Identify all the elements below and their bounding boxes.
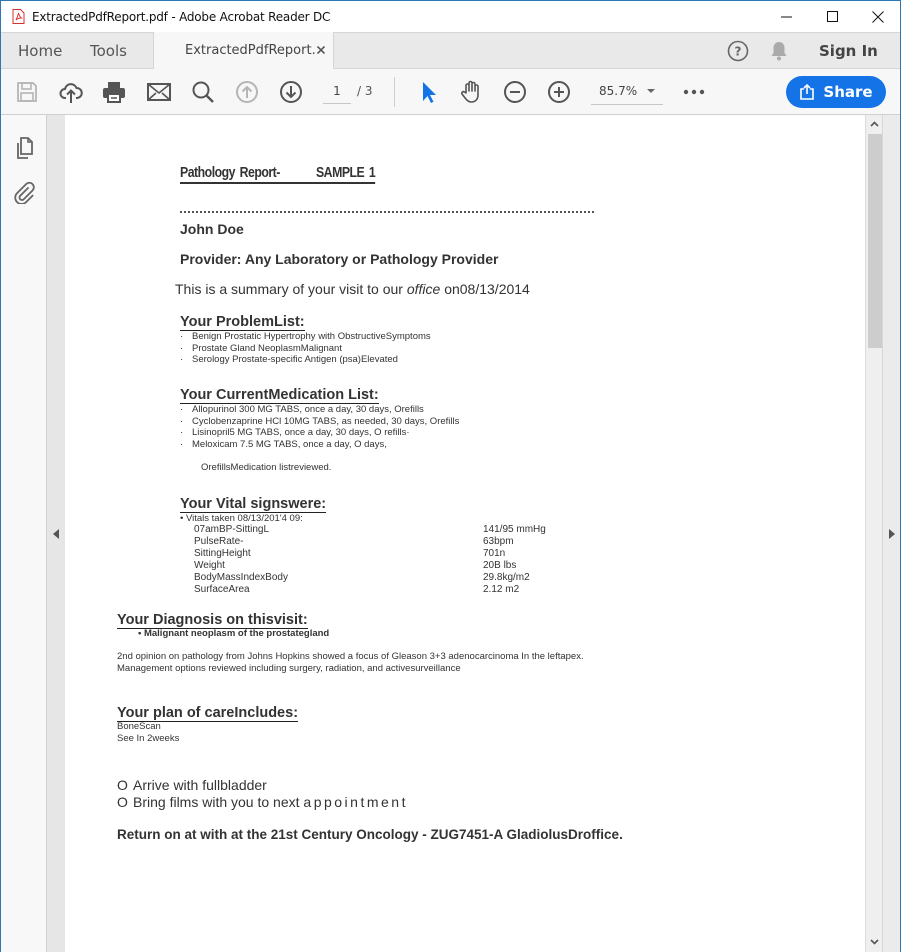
window-title: ExtractedPdfReport.pdf - Adobe Acrobat Reader DC <box>32 9 331 24</box>
plan-item: BoneScan <box>117 721 161 732</box>
select-tool-button[interactable] <box>415 79 441 105</box>
checklist-text-spaced: appointment <box>303 794 408 810</box>
report-title <box>180 164 375 184</box>
maximize-icon <box>827 11 838 22</box>
checklist-item <box>117 777 267 793</box>
vital-label: BodyMassIndexBody <box>194 572 288 583</box>
plan-heading: Your plan of careIncludes: <box>117 705 299 721</box>
zoom-out-button[interactable] <box>502 79 528 105</box>
zoom-in-icon <box>547 80 571 104</box>
minimize-icon <box>781 11 792 22</box>
attachments-button[interactable] <box>13 182 35 204</box>
diagnosis-item: • Malignant neoplasm of the prostategland <box>138 628 330 639</box>
help-icon <box>727 40 749 62</box>
list-item: · Lisinopril5 MG TABS, once a day, 30 days, O refills· <box>180 427 410 439</box>
scrollbar-thumb[interactable] <box>868 134 882 348</box>
vertical-scrollbar[interactable] <box>865 115 882 952</box>
bell-icon <box>769 40 789 62</box>
previous-page-button[interactable] <box>234 79 260 105</box>
save-button[interactable] <box>14 79 40 105</box>
problem-item: Benign Prostatic Hypertrophy with ObstructiveSymptoms <box>192 331 431 342</box>
list-item: · Meloxicam 7.5 MG TABS, once a day, O days, <box>180 439 387 451</box>
expand-right-pane-icon[interactable] <box>889 529 895 539</box>
pdf-page <box>65 115 865 952</box>
zoom-level-select[interactable] <box>591 80 663 105</box>
medication-list <box>180 404 459 451</box>
medication-list-heading: Your CurrentMedication List: <box>180 387 379 403</box>
next-page-button[interactable] <box>278 79 304 105</box>
share-button[interactable] <box>786 76 886 108</box>
sign-in-button[interactable]: Sign In <box>819 42 878 60</box>
page-number-input[interactable]: 1 <box>323 80 351 104</box>
diagnosis-paragraph-line1: 2nd opinion on pathology from Johns Hopkins showed a focus of Gleason 3+3 adenocarcinoma In the leftapex. <box>117 651 584 662</box>
vital-label: Weight <box>194 560 225 571</box>
report-title-left: Pathology Report- <box>180 164 280 181</box>
tab-document[interactable] <box>153 32 334 70</box>
cloud-upload-icon <box>59 80 83 104</box>
close-tab-icon <box>317 46 325 54</box>
list-item: · Allopurinol 300 MG TABS, once a day, 30 days, Orefills <box>180 404 424 415</box>
medication-note: OrefillsMedication listreviewed. <box>201 462 332 473</box>
toolbar-divider <box>394 77 395 107</box>
medication-item: Lisinopril5 MG TABS, once a day, 30 days, O refills· <box>192 427 410 439</box>
tab-tools[interactable]: Tools <box>90 42 127 60</box>
print-button[interactable] <box>101 79 127 105</box>
circle-bullet: O <box>117 777 128 793</box>
vital-value: 2.12 m2 <box>483 584 520 595</box>
tab-home[interactable]: Home <box>18 42 63 60</box>
zoom-level-value: 85.7% <box>599 84 638 98</box>
zoom-out-icon <box>503 80 527 104</box>
list-item: · Benign Prostatic Hypertrophy with ObstructiveSymptoms <box>180 331 431 342</box>
svg-text:?: ? <box>734 44 742 59</box>
vitals-heading: Your Vital signswere: <box>180 496 327 512</box>
summary-italic: office <box>406 281 441 297</box>
vital-label: SittingHeight <box>194 548 251 559</box>
maximize-button[interactable] <box>809 1 855 32</box>
vital-value: 20B lbs <box>483 560 517 571</box>
pdf-file-icon <box>10 9 26 25</box>
vital-label: SurfaceArea <box>194 584 250 595</box>
left-rail <box>1 115 47 952</box>
vital-label: 07amBP-SittingL <box>194 524 270 535</box>
share-label: Share <box>823 83 873 101</box>
page-thumbnails-button[interactable] <box>13 137 35 159</box>
page-total: / 3 <box>357 84 373 98</box>
problem-item: Prostate Gland NeoplasmMalignant <box>192 342 342 354</box>
close-window-button[interactable] <box>855 1 901 32</box>
save-icon <box>16 81 38 103</box>
diagnosis-heading: Your Diagnosis on thisvisit: <box>117 612 308 628</box>
list-item: · Cyclobenzaprine HCl 10MG TABS, as needed, 30 days, Orefills <box>180 415 460 427</box>
pages-copy-icon <box>14 136 34 160</box>
vitals-taken: • Vitals taken 08/13/201'4 09: <box>180 513 303 524</box>
provider-line: Provider: Any Laboratory or Pathology Provider <box>180 251 499 267</box>
patient-name: John Doe <box>180 221 244 237</box>
right-pane-collapsed <box>882 115 900 952</box>
vital-value: 141/95 mmHg <box>483 524 546 535</box>
checklist-text: Arrive with fullbladder <box>133 777 267 793</box>
search-icon <box>191 80 215 104</box>
toolbar <box>1 69 900 115</box>
plan-item: See In 2weeks <box>117 733 180 744</box>
envelope-icon <box>147 82 171 102</box>
vital-label: PulseRate- <box>194 536 244 547</box>
printer-icon <box>102 80 126 104</box>
report-title-right: SAMPLE 1 <box>315 164 376 181</box>
diagnosis-paragraph-line2: Management options reviewed including surgery, radiation, and activesurveillance <box>117 663 461 674</box>
arrow-up-circle-icon <box>235 80 259 104</box>
hand-tool-button[interactable] <box>458 79 484 105</box>
checklist-item <box>117 794 408 810</box>
vital-value: 29.8kg/m2 <box>483 572 530 583</box>
notifications-button[interactable] <box>769 40 789 62</box>
email-button[interactable] <box>146 79 172 105</box>
paperclip-icon <box>13 182 35 204</box>
minimize-button[interactable] <box>763 1 809 32</box>
list-item: · Prostate Gland NeoplasmMalignant <box>180 342 342 354</box>
cursor-arrow-icon <box>418 80 438 104</box>
more-horizontal-icon <box>683 89 705 95</box>
chevron-down-icon <box>647 89 655 93</box>
search-button[interactable] <box>190 79 216 105</box>
vital-value: 63bpm <box>483 536 514 547</box>
problem-list <box>180 331 431 366</box>
summary-prefix: This is a summary of your visit to our <box>175 281 407 297</box>
zoom-in-button[interactable] <box>546 79 572 105</box>
expand-left-pane-icon[interactable] <box>53 529 59 539</box>
vital-value: 701n <box>483 548 506 559</box>
arrow-down-circle-icon <box>279 80 303 104</box>
visit-summary <box>175 281 530 297</box>
share-upload-icon <box>799 84 815 100</box>
document-tab-label: ExtractedPdfReport. <box>185 43 316 58</box>
return-instructions: Return on at with at the 21st Century Oncology - ZUG7451-A GladiolusDroffice. <box>117 827 623 842</box>
list-item: · Serology Prostate-specific Antigen (psa)Elevated <box>180 354 398 366</box>
close-tab-button[interactable] <box>314 43 328 57</box>
checklist-text: Bring films with you to next <box>133 794 304 810</box>
problem-item: Serology Prostate-specific Antigen (psa)Elevated <box>192 354 398 366</box>
hand-icon <box>459 79 483 105</box>
scroll-up-button[interactable] <box>869 119 880 129</box>
medication-item: Allopurinol 300 MG TABS, once a day, 30 days, Orefills <box>192 404 424 415</box>
tab-bar <box>1 32 900 69</box>
circle-bullet: O <box>117 794 128 810</box>
title-bar <box>1 1 900 32</box>
scroll-down-button[interactable] <box>869 937 880 947</box>
close-icon <box>872 11 884 23</box>
upload-cloud-button[interactable] <box>58 79 84 105</box>
chevron-down-icon <box>870 939 879 945</box>
problem-list-heading: Your ProblemList: <box>180 314 305 330</box>
summary-suffix: on08/13/2014 <box>440 281 530 297</box>
more-tools-button[interactable] <box>681 79 707 105</box>
medication-item: Meloxicam 7.5 MG TABS, once a day, O days, <box>192 439 387 451</box>
dotted-separator <box>180 211 594 213</box>
medication-item: Cyclobenzaprine HCl 10MG TABS, as needed, 30 days, Orefills <box>192 415 460 427</box>
help-button[interactable] <box>727 40 749 62</box>
chevron-up-icon <box>870 121 879 127</box>
